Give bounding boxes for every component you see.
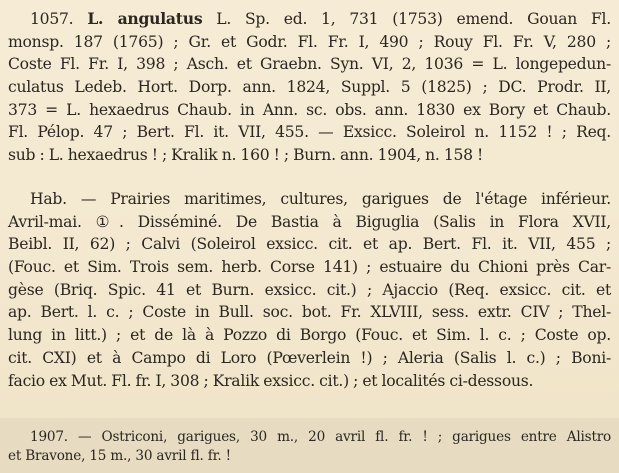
entry-line-5: 373 = L. hexaedrus Chaub. in Ann. sc. obs. ann. 1830 ex Bory et Chaub. bbox=[8, 100, 611, 119]
habitat-line-2: Avril-mai. ①. Disséminé. De Bastia à Biguglia (Salis in Flora XVII, bbox=[8, 212, 611, 231]
entry-citation: L. Sp. ed. 1, 731 (1753) emend. Gouan Fl. bbox=[216, 10, 611, 28]
habitat-line-5: gèse (Briq. Spic. 41 et Burn. exsicc. cit.) ; Ajaccio (Req. exsicc. cit. et bbox=[8, 280, 611, 299]
habitat-line-1: Hab. — Prairies maritimes, cultures, garigues de l'étage inférieur. bbox=[30, 190, 611, 208]
entry-line-4: culatus Ledeb. Hort. Dorp. ann. 1824, Suppl. 5 (1825) ; DC. Prodr. II, bbox=[8, 78, 611, 97]
entry-line-3: Coste Fl. Fr. I, 398 ; Asch. et Graebn. Syn. VI, 2, 1036 = L. longepedun- bbox=[8, 55, 611, 74]
habitat-line-8: cit. CXI) et à Campo di Loro (Pœverlein !) ; Aleria (Salis l. c.) ; Boni- bbox=[8, 348, 611, 367]
species-name: L. angulatus bbox=[87, 9, 203, 28]
entry-number: 1057. bbox=[30, 10, 74, 28]
note-line-1: 1907. — Ostriconi, garigues, 30 m., 20 avril fl. fr. ! ; garigues entre Alistro bbox=[30, 429, 611, 445]
habitat-line-4: (Fouc. et Sim. Trois sem. herb. Corse 141) ; estuaire du Chioni près Car- bbox=[8, 258, 611, 277]
habitat-paragraph bbox=[8, 188, 611, 392]
entry-line-7: sub : L. hexaedrus ! ; Kralik n. 160 ! ; Burn. ann. 1904, n. 158 ! bbox=[8, 146, 484, 165]
note-line-2: et Bravone, 15 m., 30 avril fl. fr. ! bbox=[8, 448, 231, 464]
habitat-line-9: facio ex Mut. Fl. fr. I, 308 ; Kralik exsicc. cit.) ; et localités ci-dessous. bbox=[8, 371, 534, 390]
entry-line-6: Fl. Pélop. 47 ; Bert. Fl. it. VII, 455. — Exsicc. Soleirol n. 1152 ! ; Req. bbox=[8, 123, 611, 142]
entry-line-2: monsp. 187 (1765) ; Gr. et Godr. Fl. Fr. I, 490 ; Rouy Fl. Fr. V, 280 ; bbox=[8, 32, 611, 51]
entry-line-1 bbox=[8, 8, 611, 31]
species-entry bbox=[8, 8, 611, 167]
habitat-line-3: Beibl. II, 62) ; Calvi (Soleirol exsicc. cit. et ap. Bert. Fl. it. VII, 455 ; bbox=[8, 235, 611, 254]
habitat-line-7: lung in litt.) ; et de là à Pozzo di Borgo (Fouc. et Sim. l. c. ; Coste op. bbox=[8, 326, 611, 345]
habitat-line-6: ap. Bert. l. c. ; Coste in Bull. soc. bot. Fr. XLVIII, sess. extr. CIV ; Thel- bbox=[8, 303, 611, 322]
collection-note bbox=[8, 428, 611, 466]
